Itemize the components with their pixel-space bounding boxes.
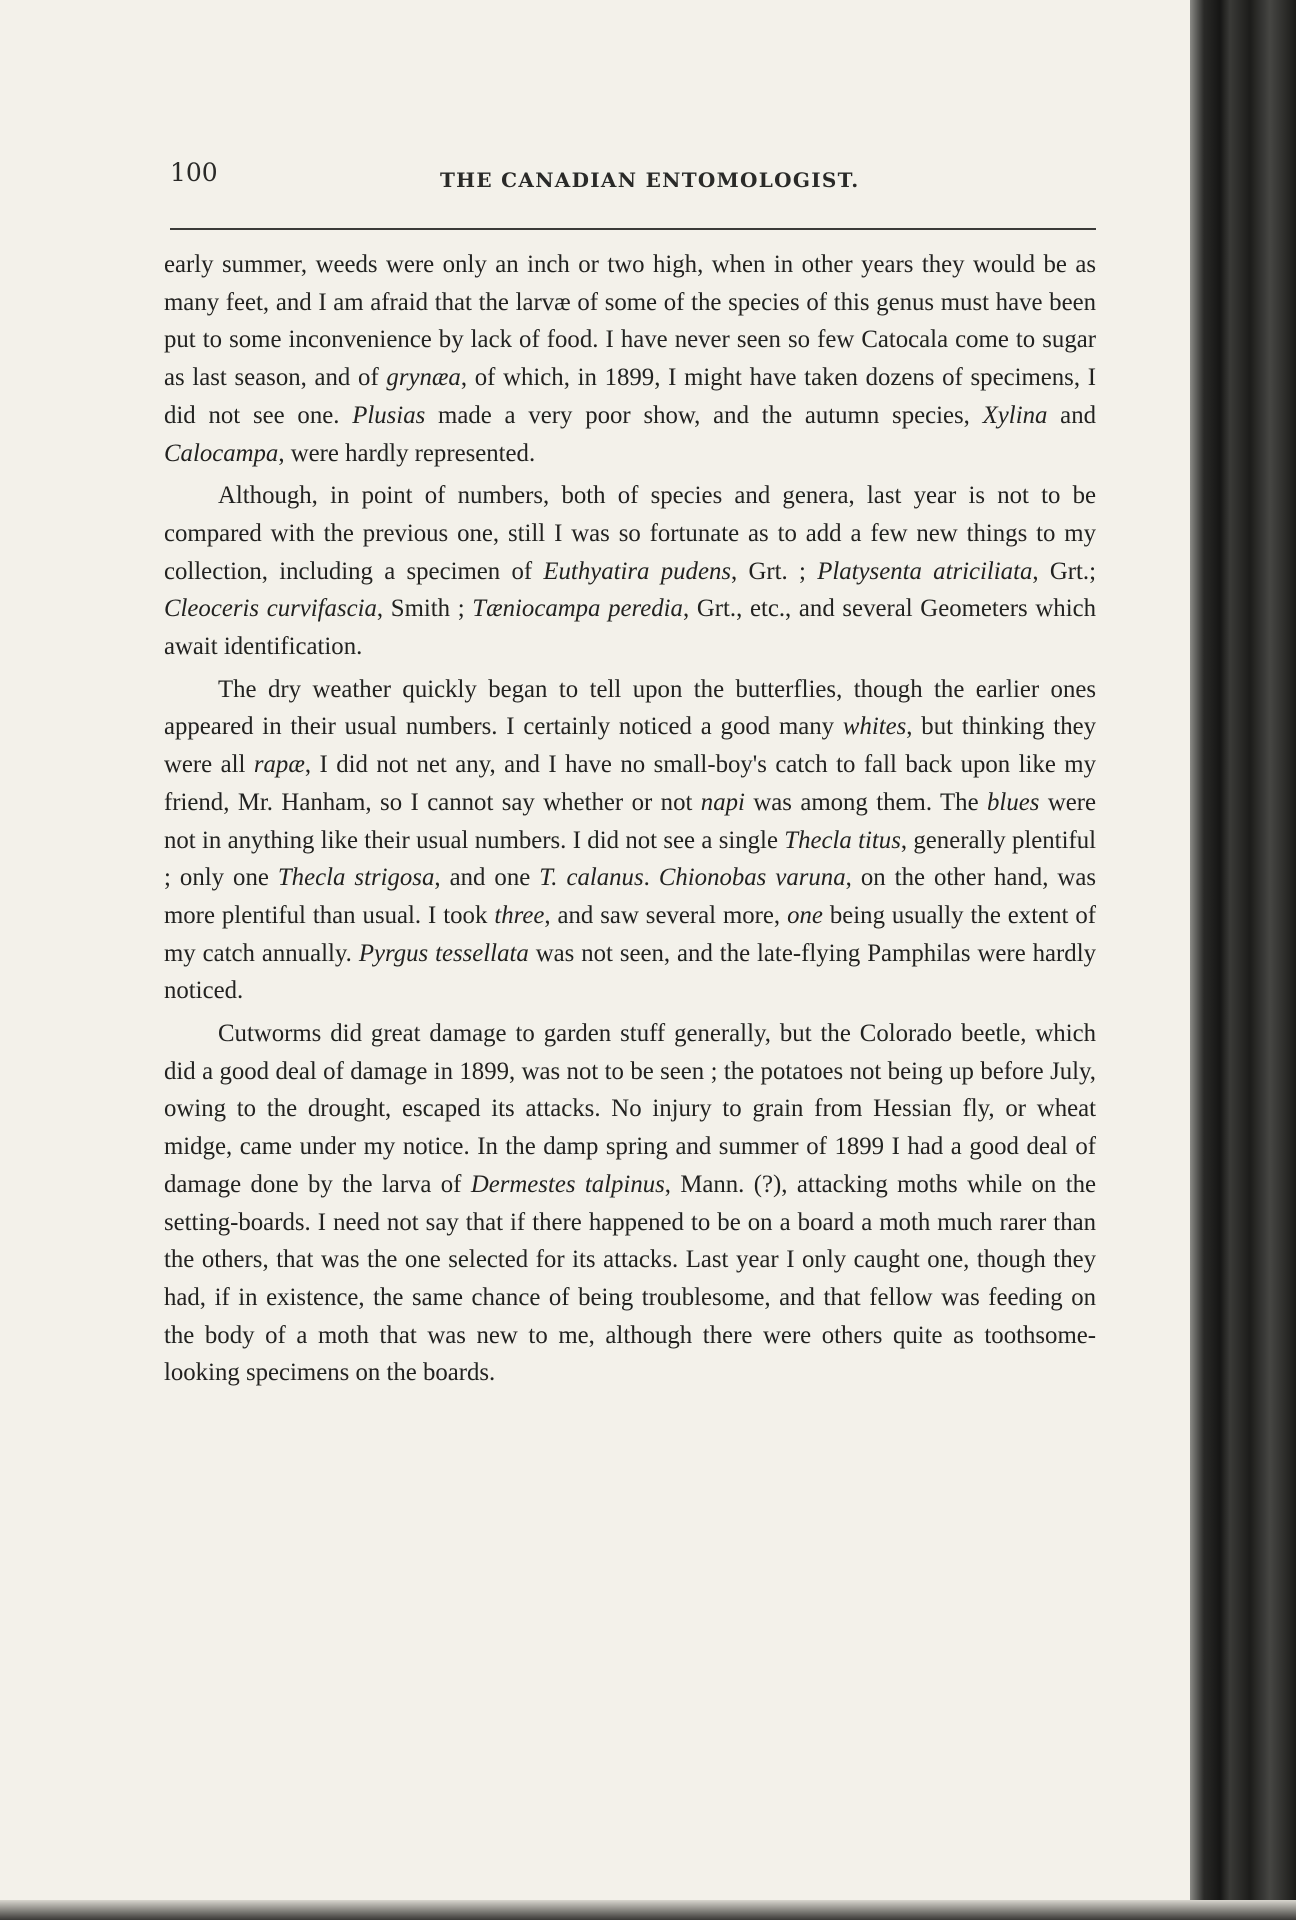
book-binding-edge — [1190, 0, 1296, 1920]
paragraph: Although, in point of numbers, both of species and genera, last year is not to be compared with the previous one, still I was so fortunate as to add a few new things to my collection, including a specimen of Euthyatira pudens, Grt. ; Platysenta atriciliata, Grt.; Cleoceris curvifascia, Smith ; Tæniocampa peredia, Grt., etc., and several Geometers which await identification. — [164, 482, 1097, 661]
running-title: THE CANADIAN ENTOMOLOGIST. — [440, 168, 860, 192]
header-rule — [170, 228, 1096, 230]
page-bottom-shadow — [0, 1900, 1296, 1920]
paragraph: The dry weather quickly began to tell upon the butterflies, though the earlier ones appeared in their usual numbers. I certainly noticed a good many whites, but thinking they were all rapæ, I did not net any, and I have no small-boy's catch to fall back upon like my friend, Mr. Hanham, so I cannot say whether or not napi was among them. The blues were not in anything like their usual numbers. I did not see a single Thecla titus, generally plentiful ; only one Thecla strigosa, and one T. calanus. Chionobas varuna, on the other hand, was more plentiful than usual. I took three, and saw several more, one being usually the extent of my catch annually. Pyrgus tessellata was not seen, and the late-flying Pamphilas were hardly noticed. — [164, 675, 1097, 1005]
page-number: 100 — [170, 158, 218, 187]
paragraph: Cutworms did great damage to garden stuff generally, but the Colorado beetle, which did a good deal of damage in 1899, was not to be seen ; the potatoes not being up before July, owing to the drought, escaped its attacks. No injury to grain from Hessian fly, or wheat midge, came under my notice. In the damp spring and summer of 1899 I had a good deal of damage done by the larva of Dermestes talpinus, Mann. (?), attacking moths while on the setting-boards. I need not say that if there happened to be on a board a moth much rarer than the others, that was the one selected for its attacks. Last year I only caught one, though they had, if in existence, the same chance of being troublesome, and that fellow was feeding on the body of a moth that was new to me, although there were others quite as toothsome-looking specimens on the boards. — [164, 1020, 1096, 1387]
page-header — [170, 158, 1096, 200]
paragraph: early summer, weeds were only an inch or two high, when in other years they would be as many feet, and I am afraid that the larvæ of some of the species of this genus must have been put to some inconvenience by lack of food. I have never seen so few Catocala come to sugar as last season, and of grynæa, of which, in 1899, I might have taken dozens of specimens, I did not see one. Plusias made a very poor show, and the autumn species, Xylina and Calocampa, were hardly represented. — [164, 251, 1096, 467]
body-text — [164, 246, 1096, 1392]
